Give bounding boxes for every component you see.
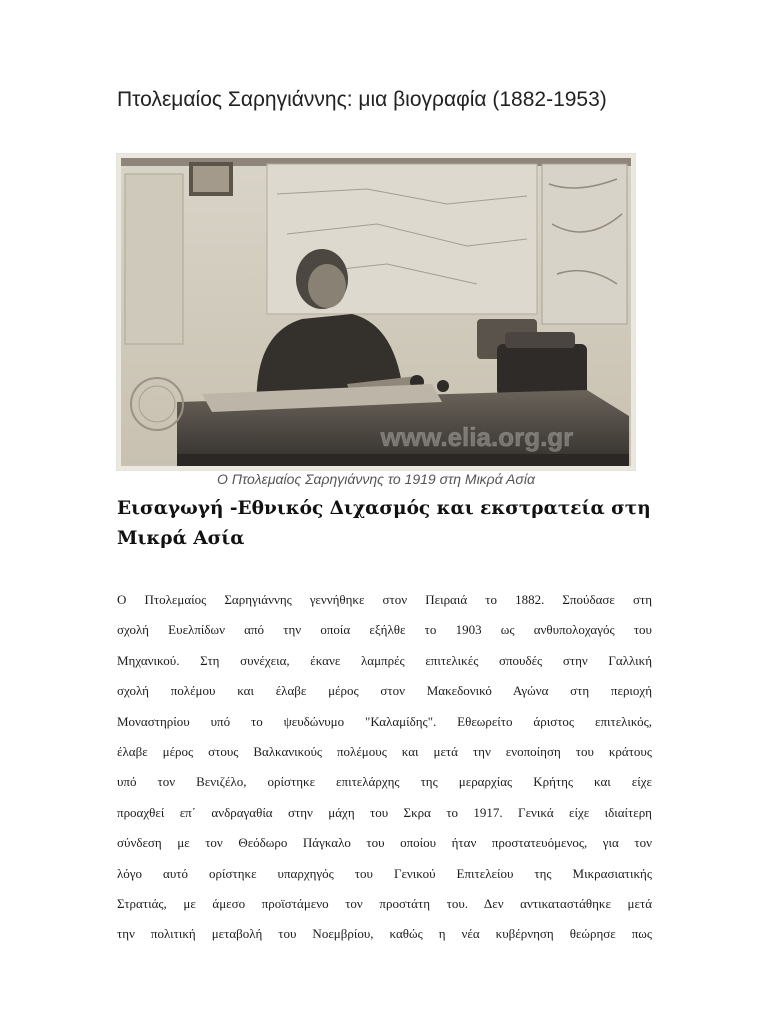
body-line: Ο Πτολεμαίος Σαρηγιάννης γεννήθηκε στον Πειραιά το 1882. Σπούδασε στη [117,592,652,607]
photo-caption: Ο Πτολεμαίος Σαρηγιάννης το 1919 στη Μικρά Ασία [217,471,535,487]
body-line: σύνδεση με τον Θεόδωρο Πάγκαλο του οποίου ήταν προστατευόμενος, για τον [117,835,652,851]
body-line: σχολή Ευελπίδων από την οποία εξήλθε το 1903 ως ανθυπολοχαγός του [117,622,652,638]
body-line: Στρατιάς, με άμεσο προϊστάμενο τον προστάτη του. Δεν αντικαταστάθηκε μετά [117,896,652,912]
body-paragraph [117,585,652,950]
section-heading: Εισαγωγή -Εθνικός Διχασμός και εκστρατεία στη Μικρά Ασία [117,498,651,549]
body-line: προαχθεί επ΄ ανδραγαθία στην μάχη του Σκρα το 1917. Γενικά είχε ιδιαίτερη [117,804,652,820]
body-line: την πολιτική μεταβολή του Νοεμβρίου, καθώς η νέα κυβέρνηση θεώρησε πως [117,926,652,942]
body-line: υπό τον Βενιζέλο, ορίστηκε επιτελάρχης της μεραρχίας Κρήτης και είχε [117,774,652,790]
body-line: Μοναστηρίου υπό το ψευδώνυμο "Καλαμίδης". Εθεωρείτο άριστος επιτελικός, [117,713,652,729]
body-line: Μηχανικού. Στη συνέχεια, έκανε λαμπρές επιτελικές σπουδές στην Γαλλική [117,652,652,668]
body-line: σχολή πολέμου και έλαβε μέρος στον Μακεδονικό Αγώνα στη περιοχή [117,683,652,699]
photo-watermark: www.elia.org.gr [380,422,574,452]
body-line: έλαβε μέρος στους Βαλκανικούς πολέμους και μετά την ενοποίηση του κράτους [117,744,652,760]
historical-photo [117,154,635,470]
document-title: Πτολεμαίος Σαρηγιάννης: μια βιογραφία (1882-1953) [117,88,607,111]
body-line: λόγο αυτό ορίστηκε υπαρχηγός του Γενικού Επιτελείου της Μικρασιατικής [117,865,652,881]
